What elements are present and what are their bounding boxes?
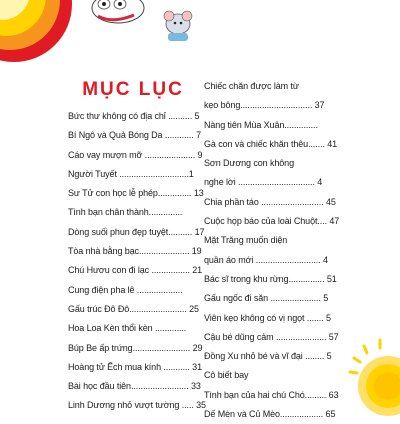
toc-entry: Sư Tử con học lễ phép.............. 13 [68, 188, 204, 199]
toc-entry: Gấu ngốc đi săn ..................... 5 [204, 293, 329, 304]
toc-entry: Gấu trúc Đô Đô........................ 25 [68, 303, 199, 314]
toc-entry: Chia phần táo .......................... 45 [204, 196, 336, 207]
toc-entry: Chiếc chăn được làm từ [204, 81, 299, 91]
toc-entry: Dòng suối phun đẹp tuyệt.......... 17 [68, 226, 205, 237]
toc-entry: Hoàng tử Ếch mua kính ........... 31 [68, 361, 202, 372]
toc-entry: Viên kẹo không có vị ngọt ....... 5 [204, 312, 331, 323]
toc-entry: Người Tuyết .............................1 [68, 168, 194, 179]
sun-illustration-bottom-right [342, 328, 400, 400]
toc-entry: Linh Dương nhỏ vượt tường ..... 35 [68, 400, 206, 411]
toc-entry: Gà con và chiếc khăn thêu....... 41 [204, 138, 338, 149]
toc-entry: Mặt Trăng muốn diện [204, 235, 288, 246]
toc-entry: Cô biết bay [204, 370, 249, 381]
toc-entry: Dế Mèn và Củ Mèo.................. 65 [204, 409, 336, 420]
toc-column-right [204, 77, 340, 424]
toc-entry: Nàng tiên Mùa Xuân.............. [204, 119, 318, 130]
toc-entry: Bài học đầu tiên........................ 33 [68, 381, 201, 392]
toc-entry: Đồng Xu nhỏ bé và vĩ đại ........ 5 [204, 351, 332, 362]
toc-entry: Cuộc họp báo của loài Chuột.... 47 [204, 216, 340, 227]
toc-entry: Búp Be ấp trứng........................ 29 [68, 342, 203, 353]
toc-entry: Cáo vay mượn mỡ ..................... 9 [68, 149, 203, 160]
toc-entry: Bác sĩ trong khu rừng............... 51 [204, 273, 337, 284]
toc-entry: Tình bạn của hai chú Chó......... 63 [204, 389, 339, 400]
toc-entry: Bí Ngô và Quả Bóng Da ............ 7 [68, 130, 201, 141]
toc-column-left [68, 107, 206, 416]
cartoon-illustration-top-left [0, 0, 200, 62]
toc-entry: nghe lời ................................ 4 [204, 177, 323, 188]
toc-entry: Cung điện pha lê ................... [68, 284, 183, 295]
toc-entry: Tình bạn chân thành.............. [68, 207, 183, 218]
toc-entry: kẹo bông.............................. 37 [204, 100, 325, 111]
toc-entry: Bức thư không có địa chỉ .......... 5 [68, 111, 200, 121]
toc-entry: Tòa nhà bằng bạc..................... 19 [68, 246, 202, 257]
toc-entry: Chú Hươu con đi lạc ................ 21 [68, 265, 203, 276]
toc-entry: Cậu bé dũng cảm ..................... 57 [204, 331, 339, 342]
toc-entry: quần áo mới ........................... 4 [204, 254, 328, 265]
toc-entry: Hoa Loa Kèn thổi kèn ............. [68, 323, 187, 334]
toc-entry: Sơn Dương con không [204, 158, 294, 169]
page-title: MỤC LỤC [82, 79, 184, 100]
